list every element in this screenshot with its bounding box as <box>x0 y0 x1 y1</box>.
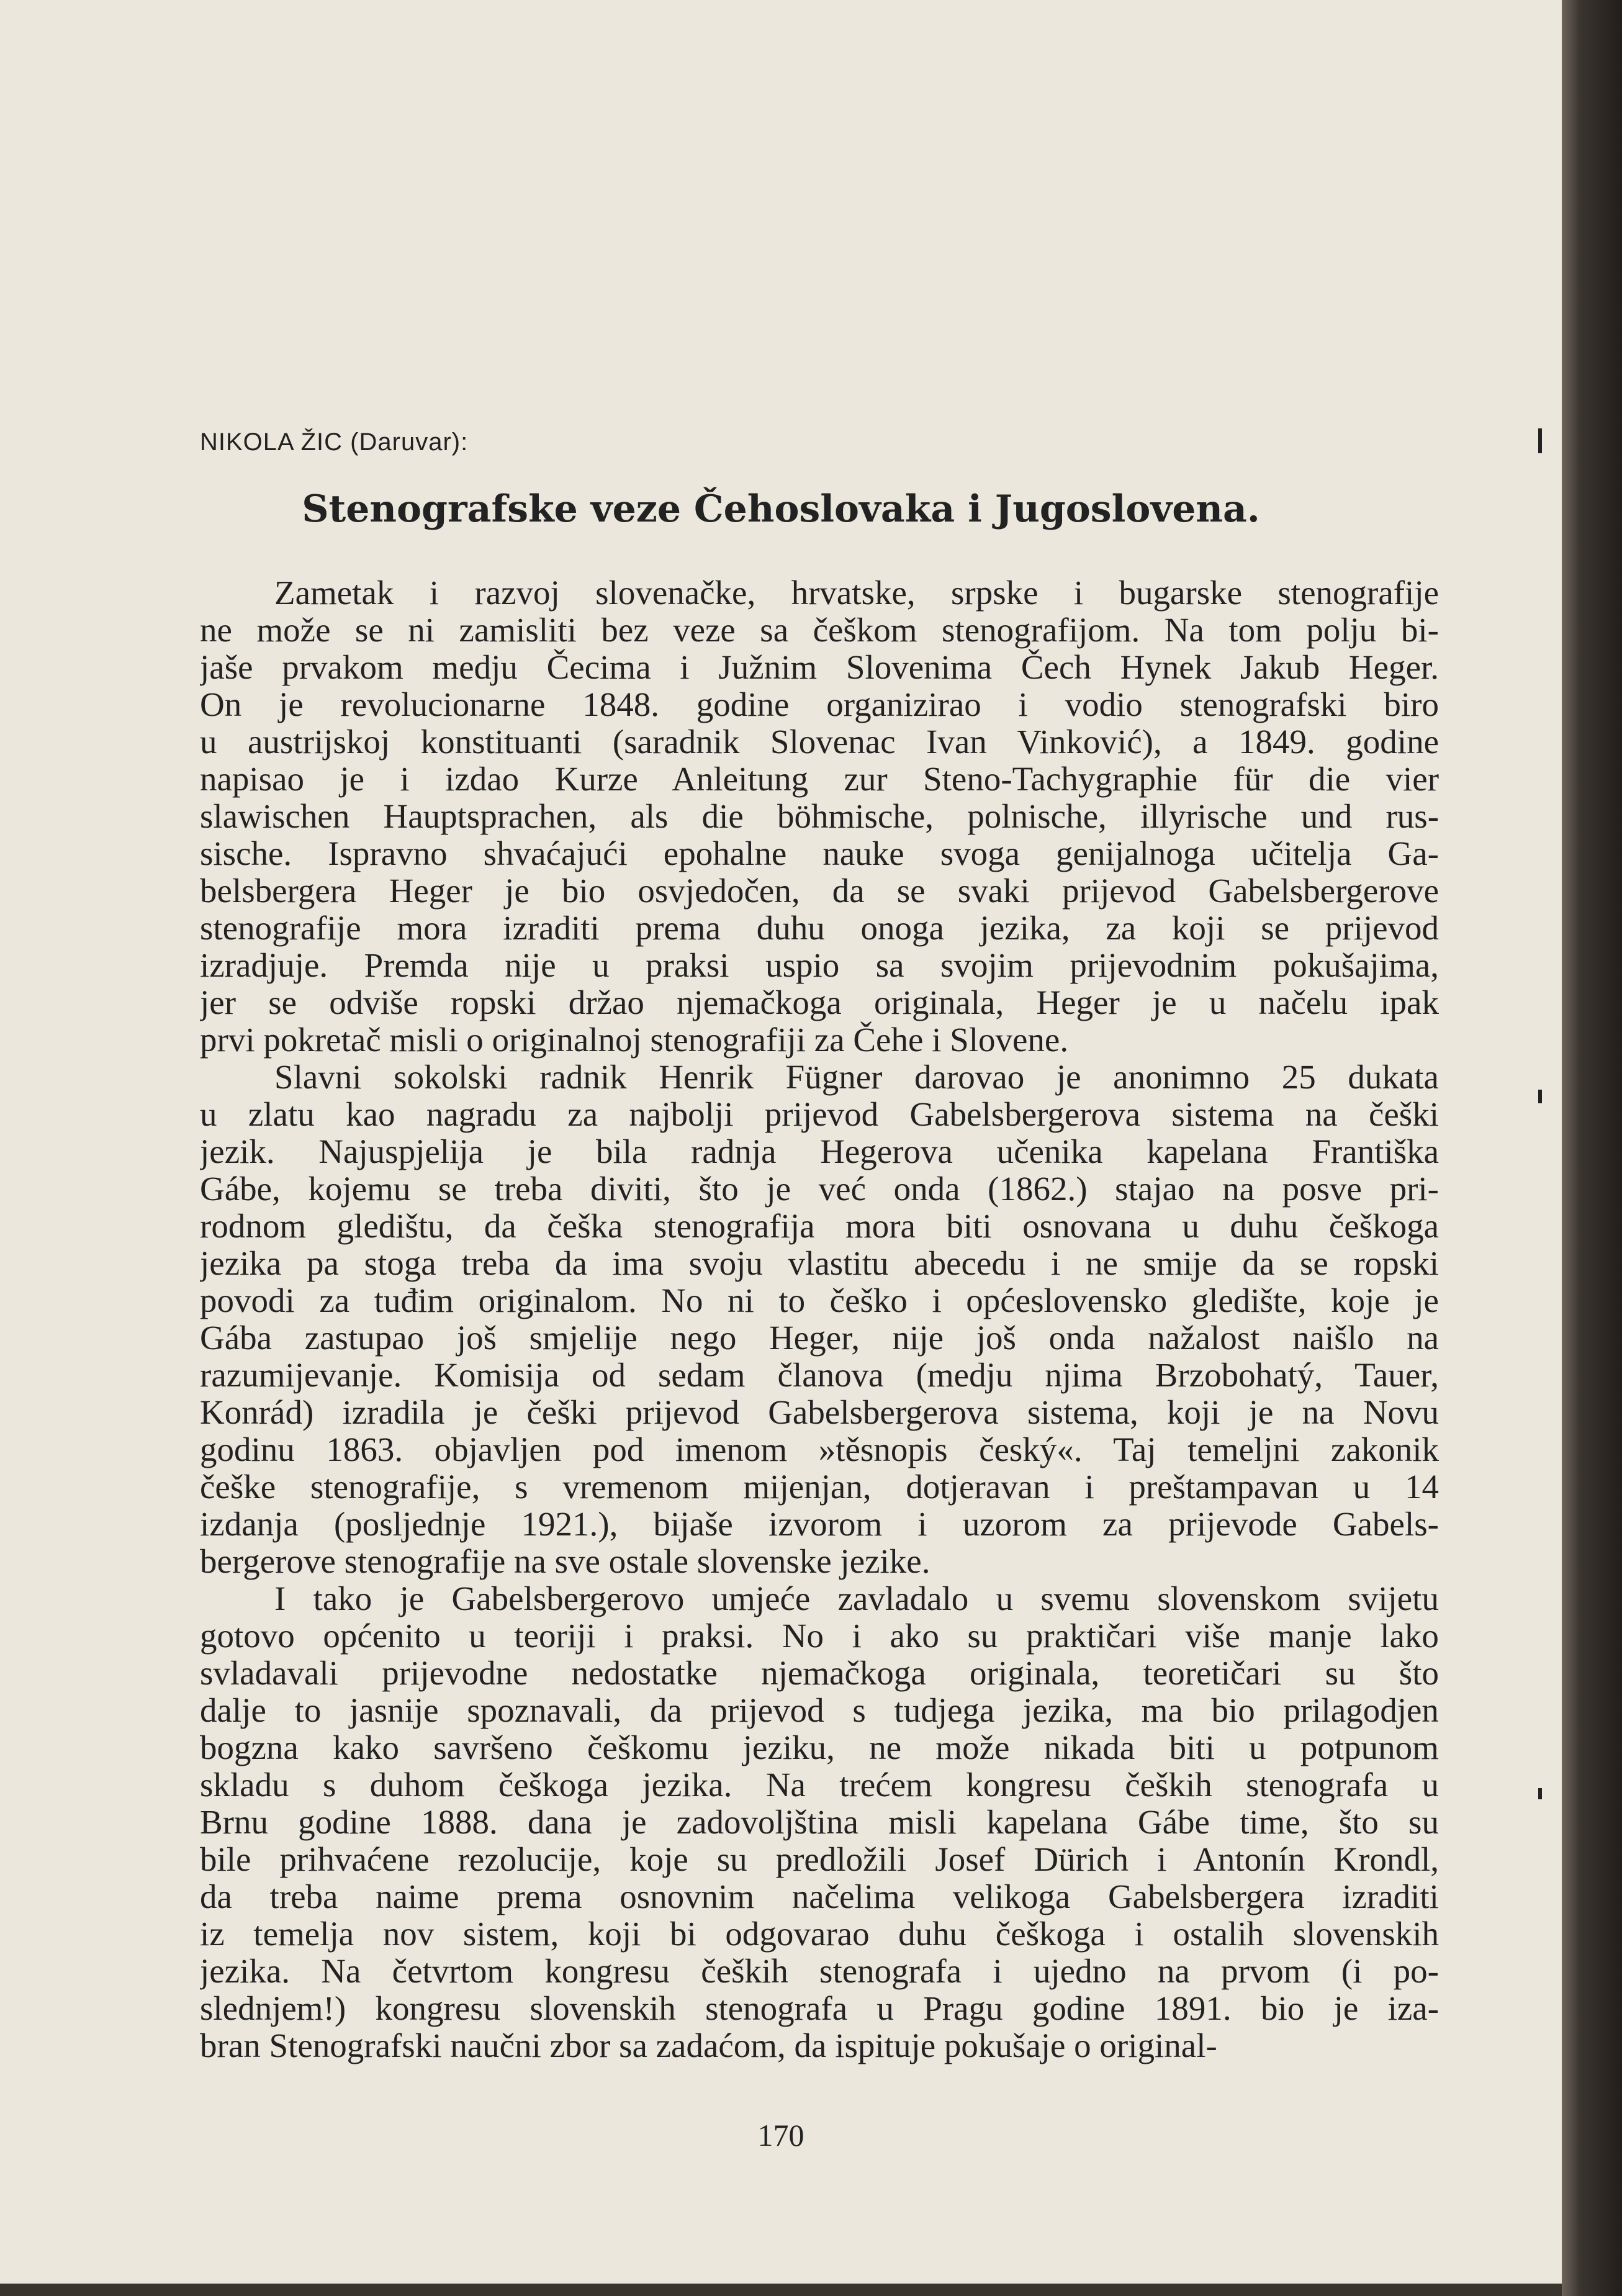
text-line: slednjem!) kongresu slovenskih stenografa u Pragu godine 1891. bio je iza- <box>200 1990 1439 2027</box>
article-body <box>200 574 1439 2064</box>
text-line: skladu s duhom češkoga jezika. Na trećem kongresu čeških stenografa u <box>200 1766 1439 1804</box>
author-byline: NIKOLA ŽIC (Daruvar): <box>200 428 469 456</box>
text-line: razumijevanje. Komisija od sedam članova (medju njima Brzobohatý, Tauer, <box>200 1357 1439 1394</box>
margin-mark <box>1538 428 1542 453</box>
text-line: češke stenografije, s vremenom mijenjan, dotjeravan i preštampavan u 14 <box>200 1468 1439 1506</box>
text-line: bile prihvaćene rezolucije, koje su predložili Josef Dürich i Antonín Krondl, <box>200 1841 1439 1878</box>
text-line: jer se odviše ropski držao njemačkoga originala, Heger je u načelu ipak <box>200 984 1439 1021</box>
text-line: bogzna kako savršeno češkomu jeziku, ne može nikada biti u potpunom <box>200 1729 1439 1766</box>
page-bottom-edge <box>0 2284 1562 2296</box>
text-line: On je revolucionarne 1848. godine organizirao i vodio stenografski biro <box>200 686 1439 723</box>
text-line: jezika pa stoga treba da ima svoju vlastitu abecedu i ne smije da se ropski <box>200 1245 1439 1282</box>
text-line: stenografije mora izraditi prema duhu onoga jezika, za koji se prijevod <box>200 910 1439 947</box>
paragraph <box>200 1059 1439 1580</box>
text-line: u zlatu kao nagradu za najbolji prijevod Gabelsbergerova sistema na češki <box>200 1096 1439 1133</box>
text-line: izradjuje. Premda nije u praksi uspio sa svojim prijevodnim pokušajima, <box>200 947 1439 984</box>
text-line: Brnu godine 1888. dana je zadovoljština misli kapelana Gábe time, što su <box>200 1804 1439 1841</box>
text-line: jezik. Najuspjelija je bila radnja Hegerova učenika kapelana Františka <box>200 1133 1439 1170</box>
margin-mark <box>1538 1788 1542 1799</box>
text-line: Gába zastupao još smjelije nego Heger, nije još onda nažalost naišlo na <box>200 1319 1439 1357</box>
text-line: dalje to jasnije spoznavali, da prijevod s tudjega jezika, ma bio prilagodjen <box>200 1692 1439 1729</box>
paragraph <box>200 1580 1439 2064</box>
text-line: godinu 1863. objavljen pod imenom »těsnopis český«. Taj temeljni zakonik <box>200 1431 1439 1468</box>
text-line: bran Stenografski naučni zbor sa zadaćom, da ispituje pokušaje o original- <box>200 2027 1217 2064</box>
text-line: Gábe, kojemu se treba diviti, što je već onda (1862.) stajao na posve pri- <box>200 1170 1439 1208</box>
text-line: izdanja (posljednje 1921.), bijaše izvorom i uzorom za prijevode Gabels- <box>200 1506 1439 1543</box>
text-line: Konrád) izradila je češki prijevod Gabelsbergerova sistema, koji je na Novu <box>200 1394 1439 1431</box>
text-line: belsbergera Heger je bio osvjedočen, da se svaki prijevod Gabelsbergerove <box>200 872 1439 910</box>
text-line: slawischen Hauptsprachen, als die böhmische, polnische, illyrische und rus- <box>200 798 1439 835</box>
text-line: jezika. Na četvrtom kongresu čeških stenografa i ujedno na prvom (i po- <box>200 1953 1439 1990</box>
text-line: I tako je Gabelsbergerovo umjeće zavladalo u svemu slovenskom svijetu <box>274 1580 1439 1617</box>
article-title: Stenografske veze Čehoslovaka i Jugoslovena. <box>302 487 1260 531</box>
text-line: bergerove stenografije na sve ostale slovenske jezike. <box>200 1543 930 1580</box>
text-line: sische. Ispravno shvaćajući epohalne nauke svoga genijalnoga učitelja Ga- <box>200 835 1439 872</box>
text-line: svladavali prijevodne nedostatke njemačkoga originala, teoretičari su što <box>200 1655 1439 1692</box>
text-line: ne može se ni zamisliti bez veze sa češkom stenografijom. Na tom polju bi- <box>200 612 1439 649</box>
text-line: povodi za tuđim originalom. No ni to češko i općeslovensko gledište, koje je <box>200 1282 1439 1319</box>
text-line: napisao je i izdao Kurze Anleitung zur Steno-Tachygraphie für die vier <box>200 761 1439 798</box>
page-number: 170 <box>757 2118 804 2153</box>
text-line: Zametak i razvoj slovenačke, hrvatske, srpske i bugarske stenografije <box>274 574 1439 612</box>
text-line: iz temelja nov sistem, koji bi odgovarao duhu češkoga i ostalih slovenskih <box>200 1915 1439 1953</box>
text-line: Slavni sokolski radnik Henrik Fügner darovao je anonimno 25 dukata <box>274 1059 1439 1096</box>
text-line: da treba naime prema osnovnim načelima velikoga Gabelsbergera izraditi <box>200 1878 1439 1915</box>
text-line: jaše prvakom medju Čecima i Južnim Slovenima Čech Hynek Jakub Heger. <box>200 649 1439 686</box>
paragraph <box>200 574 1439 1059</box>
book-spine-edge <box>1562 0 1622 2296</box>
text-line: gotovo općenito u teoriji i praksi. No i ako su praktičari više manje lako <box>200 1617 1439 1655</box>
text-line: u austrijskoj konstituanti (saradnik Slovenac Ivan Vinković), a 1849. godine <box>200 723 1439 761</box>
text-line: prvi pokretač misli o originalnoj stenografiji za Čehe i Slovene. <box>200 1021 1069 1059</box>
text-line: rodnom gledištu, da češka stenografija mora biti osnovana u duhu češkoga <box>200 1208 1439 1245</box>
margin-mark <box>1538 1090 1542 1103</box>
